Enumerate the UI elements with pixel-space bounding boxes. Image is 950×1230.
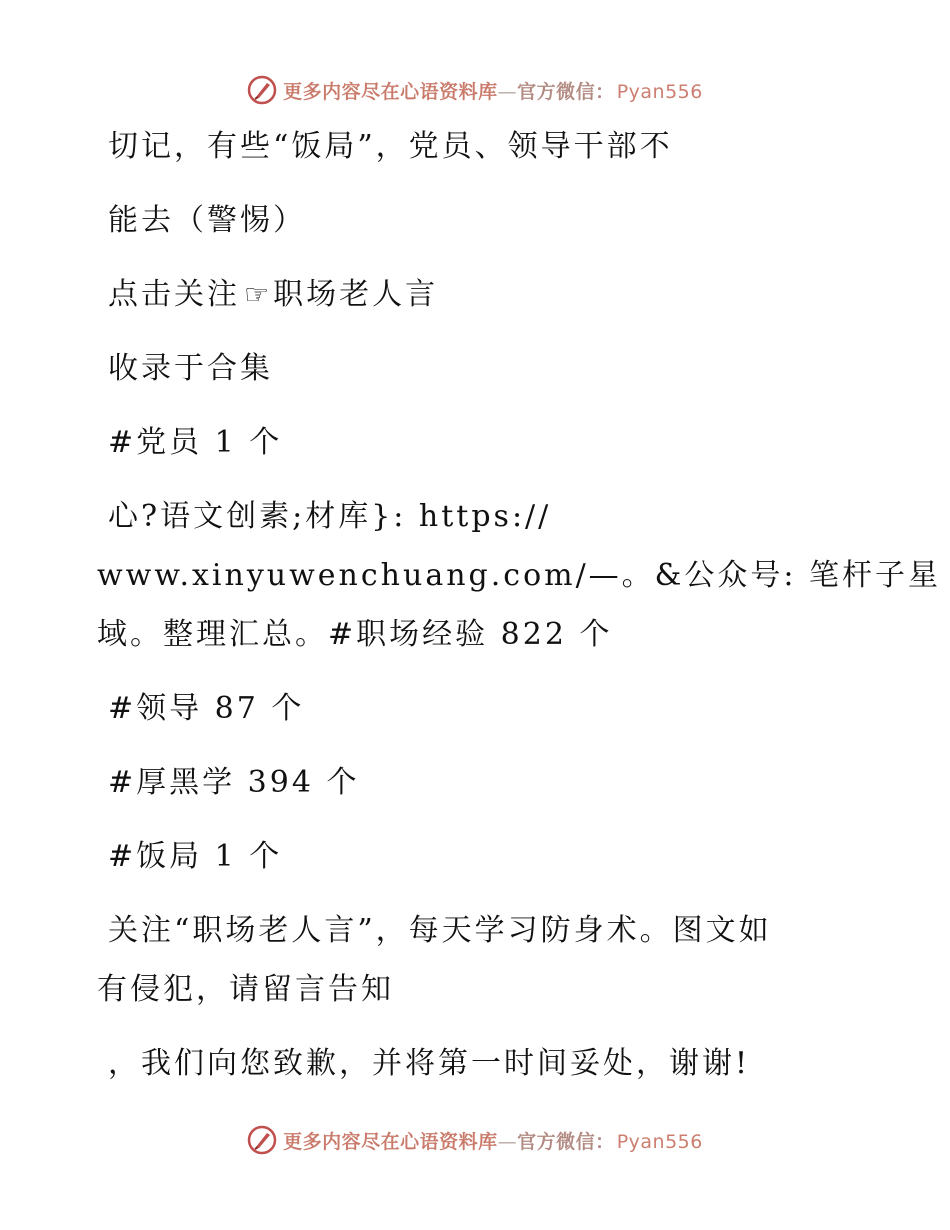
quill-seal-icon (247, 75, 277, 105)
watermark-official: 官方微信： (517, 80, 615, 103)
watermark-site: 更多内容尽在心语资料库 (283, 80, 498, 103)
follow-line (108, 275, 438, 315)
tag-banquet[interactable]: #饭局 1 个 (108, 839, 283, 874)
watermark-text (283, 1127, 703, 1154)
tag-thick-black[interactable]: #厚黑学 394 个 (108, 765, 360, 800)
follow-label: 点击关注 (108, 277, 240, 312)
watermark-separator: — (497, 1130, 518, 1153)
source-url-line[interactable]: www.xinyuwenchuang.com/—。&公众号: 笔杆子星 (97, 558, 942, 593)
apology-line: ，我们向您致歉，并将第一时间妥处，谢谢! (108, 1046, 751, 1081)
notice-line-2: 有侵犯，请留言告知 (97, 972, 394, 1007)
tag-leader[interactable]: #领导 87 个 (108, 691, 305, 726)
watermark-wechat-id: Pyan556 (616, 80, 703, 103)
header-watermark (0, 70, 950, 110)
text-line-2: 能去（警惕） (108, 203, 306, 238)
notice-line-1: 关注“职场老人言”，每天学习防身术。图文如 (108, 913, 772, 948)
pointing-hand-icon: ☞ (244, 278, 270, 311)
watermark-site: 更多内容尽在心语资料库 (283, 1130, 498, 1153)
collection-label: 收录于合集 (108, 351, 273, 386)
watermark-official: 官方微信： (517, 1130, 615, 1153)
tag-party-member[interactable]: #党员 1 个 (108, 425, 283, 460)
watermark-separator: — (497, 80, 518, 103)
quill-seal-icon (247, 1125, 277, 1155)
source-line-3: 域。整理汇总。#职场经验 822 个 (97, 617, 613, 652)
source-line-1: 心?语文创素;材库}: https:// (108, 499, 552, 534)
watermark-text (283, 77, 703, 104)
text-line-1: 切记，有些“饭局”，党员、领导干部不 (108, 129, 673, 164)
watermark-wechat-id: Pyan556 (616, 1130, 703, 1153)
footer-watermark (0, 1120, 950, 1160)
account-name[interactable]: 职场老人言 (273, 277, 439, 312)
